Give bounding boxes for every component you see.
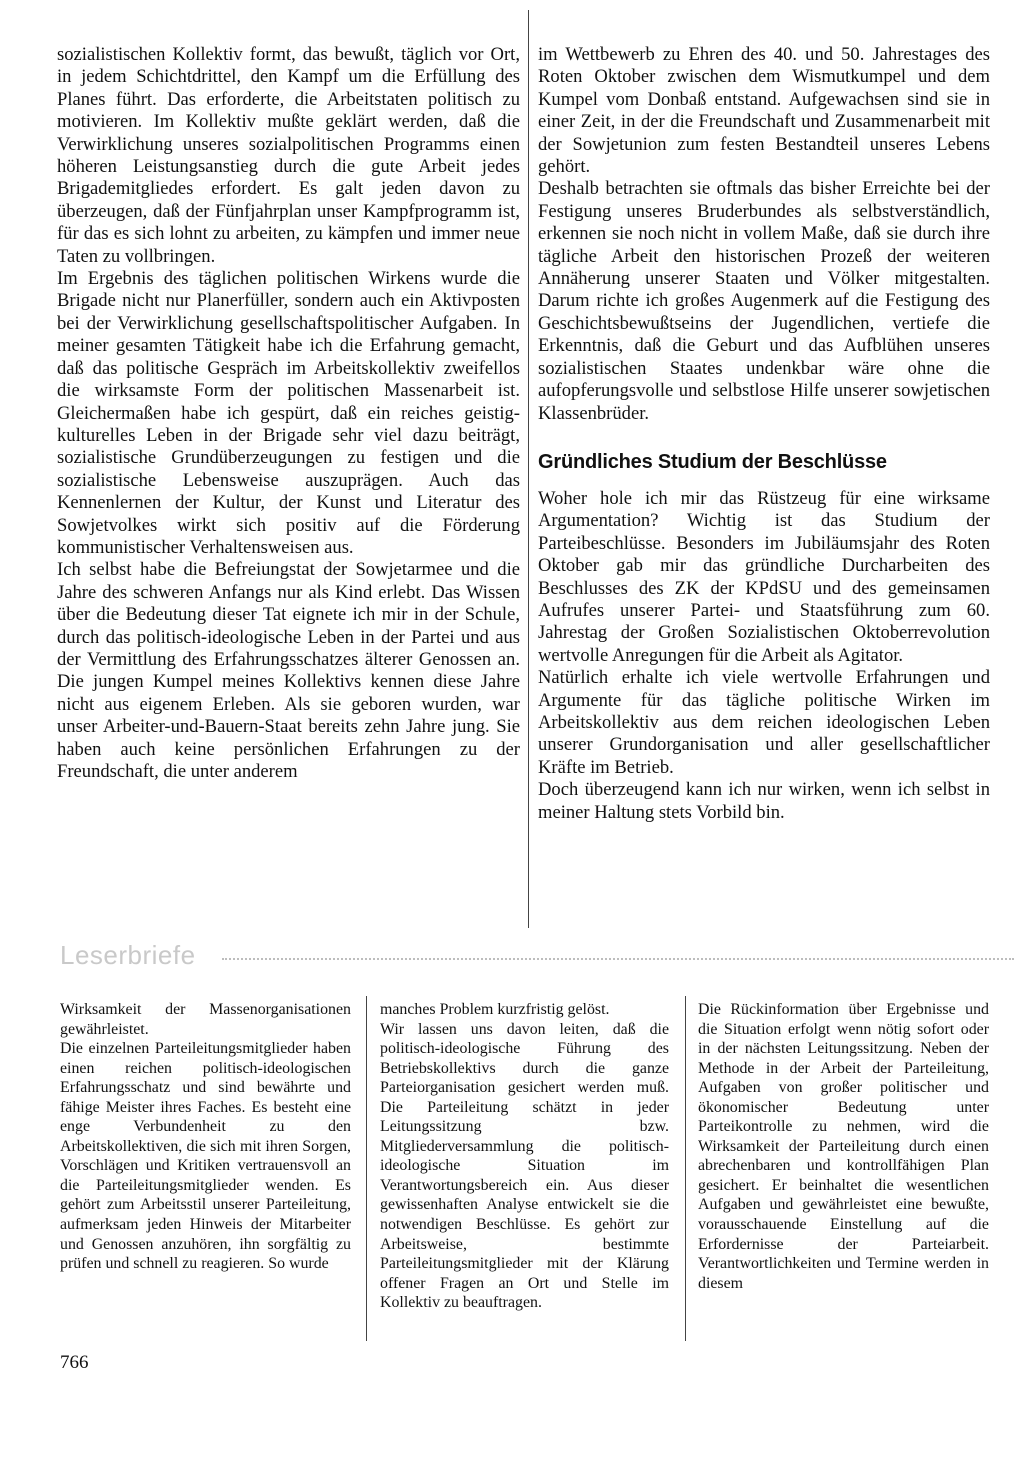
letters-column-2 (380, 1000, 669, 1313)
paragraph: im Wettbewerb zu Ehren des 40. und 50. Jahrestages des Roten Oktober zwischen dem Wismutkumpel und dem Kumpel vom Donbaß entstand. Aufgewachsen sind sie in einer Zeit, in der die Freundschaft und Zusammenarbeit mit der Sowjetunion zum festen Bestandteil unseres Lebens gehört. (538, 44, 990, 178)
section-heading: Gründliches Studium der Beschlüsse (538, 450, 887, 473)
article-column-left (57, 44, 520, 783)
paragraph: sozialistischen Kollektiv formt, das bewußt, täglich vor Ort, in jedem Schichtdrittel, den Kampf um die Erfüllung des Planes führt. Das erforderte, die Arbeitstaten politisch zu motivieren. Im Kollektiv mußte geklärt werden, daß die Verwirklichung unseres sozialpolitischen Programms einen höheren Leistungsanstieg durch die gute Arbeit jedes Brigademitgliedes erfordert. Es galt jeden davon zu überzeugen, daß der Fünfjahrplan unser Kampfprogramm ist, für das es sich lohnt zu arbeiten, zu kämpfen und immer neue Taten zu vollbringen. (57, 44, 520, 267)
paragraph: manches Problem kurzfristig gelöst. (380, 1001, 610, 1018)
paragraph: Ich selbst habe die Befreiungstat der Sowjetarmee und die Jahre des schweren Anfangs nur als Kind erlebt. Das Wissen über die Bedeutung dieser Tat eignete ich mir in der Schule, durch das politisch-ideologische Leben in der Partei und aus der Vermittlung des Erfahrungsschatzes älterer Genossen an. Die jungen Kumpel meines Kollektivs kennen diese Jahre nicht aus eigenem Erleben. Als sie geboren wurden, war unser Arbeiter-und-Bauern-Staat bereits zehn Jahre jung. Sie haben auch keine persönlichen Erfahrungen zu der Freundschaft, die unter anderem (57, 559, 520, 782)
section-label-leserbriefe: Leserbriefe (60, 940, 196, 970)
paragraph: Doch überzeugend kann ich nur wirken, wenn ich selbst in meiner Haltung stets Vorbild bin. (538, 779, 990, 823)
paragraph: Die Rückinformation über Ergebnisse und die Situation erfolgt wenn nötig sofort oder in der nächsten Leitungssitzung. Neben der Methode in der Arbeit der Parteileitung, Aufgaben von großer politischer und ökonomischer Bedeutung unter Parteikontrolle zu nehmen, wird die Wirksamkeit der Parteileitung durch einen abrechenbaren und kontrollfähigen Plan gesichert. Er beinhaltet die wesentlichen Aufgaben und gewährleistet eine bewußte, vorausschauende Einstellung auf die Erfordernisse der Parteiarbeit. Verantwortlichkeiten und Termine werden in diesem (698, 1001, 989, 1292)
paragraph: Die einzelnen Parteileitungsmitglieder haben einen reichen politisch-ideologischen Erfahrungsschatz und sind bewährte und fähige Meister ihres Faches. Es besteht eine enge Verbundenheit zu den Arbeitskollektiven, die sich mit ihren Sorgen, Vorschlägen und Kritiken vertrauensvoll an die Parteileitungsmitglieder wenden. Es gehört zum Arbeitsstil unserer Parteileitung, aufmerksam jeden Hinweis der Mitarbeiter und Genossen anzuhören, ihn sorgfältig zu prüfen und schnell zu reagieren. So wurde (60, 1040, 351, 1273)
article-column-right (538, 44, 990, 824)
paragraph: Deshalb betrachten sie oftmals das bisher Erreichte bei der Festigung unseres Bruderbundes als selbstverständlich, erkennen sie noch nicht in vollem Maße, daß sie durch ihre tägliche Arbeit den historischen Prozeß der weiteren Annäherung unserer Staaten und Völker mitgestalten. Darum richte ich großes Augenmerk auf die Festigung des Geschichtsbewußtseins der Jugendlichen, vertiefe die Erkenntnis, daß die Geburt und das Aufblühen unseres sozialistischen Staates undenkbar wäre ohne die aufopferungsvolle und selbstlose Hilfe unserer sowjetischen Klassenbrüder. (538, 178, 990, 424)
column-divider (528, 10, 529, 928)
section-divider (222, 958, 1014, 960)
paragraph: Im Ergebnis des täglichen politischen Wirkens wurde die Brigade nicht nur Planerfüller, sondern auch ein Aktivposten bei der Verwirklichung gesellschaftspolitischer Aufgaben. In meiner gesamten Tätigkeit habe ich die Erfahrung gemacht, daß das politische Gespräch im Arbeitskollektiv zweifellos die wirksamste Form der politischen Massenarbeit ist. Gleichermaßen habe ich gespürt, daß ein reiches geistig-kulturelles Leben in der Brigade sehr viel dazu beiträgt, sozialistische Grundüberzeugungen zu festigen und die sozialistische Lebensweise auszuprägen. Auch das Kennenlernen der Kultur, der Kunst und Literatur des Sowjetvolkes wirkt sich positiv auf die Förderung kommunistischer Verhaltensweisen aus. (57, 268, 520, 558)
paragraph: Wir lassen uns davon leiten, daß die politisch-ideologische Führung des Betriebskollektivs durch die ganze Parteiorganisation gesichert werden muß. Die Parteileitung schätzt in jeder Leitungssitzung bzw. Mitgliederversammlung die politisch-ideologische Situation im Verantwortungsbereich ein. Aus dieser gewissenhaften Analyse entwickelt sie die notwendigen Beschlüsse. Es gehört zur Arbeitsweise, bestimmte Parteileitungsmitglieder mit der Klärung offener Fragen an Ort und Stelle im Kollektiv zu beauftragen. (380, 1020, 669, 1312)
page-number: 766 (60, 1352, 89, 1373)
column-divider (366, 996, 367, 1341)
letters-column-3 (698, 1000, 989, 1293)
paragraph: Wirksamkeit der Massenorganisationen gewährleistet. (60, 1001, 351, 1038)
letters-column-1 (60, 1000, 351, 1274)
paragraph: Natürlich erhalte ich viele wertvolle Erfahrungen und Argumente für das tägliche politische Wirken im Arbeitskollektiv aus dem reichen ideologischen Leben unserer Grundorganisation und aller gesellschaftlicher Kräfte im Betrieb. (538, 667, 990, 778)
column-divider (685, 996, 686, 1341)
paragraph: Woher hole ich mir das Rüstzeug für eine wirksame Argumentation? Wichtig ist das Studium der Parteibeschlüsse. Besonders im Jubiläumsjahr des Roten Oktober gab mir das gründliche Durcharbeiten des Beschlusses des ZK der KPdSU und des gemeinsamen Aufrufes unserer Partei- und Staatsführung zum 60. Jahrestag der Großen Sozialistischen Oktoberrevolution wertvolle Anregungen für die Arbeit als Agitator. (538, 487, 990, 666)
